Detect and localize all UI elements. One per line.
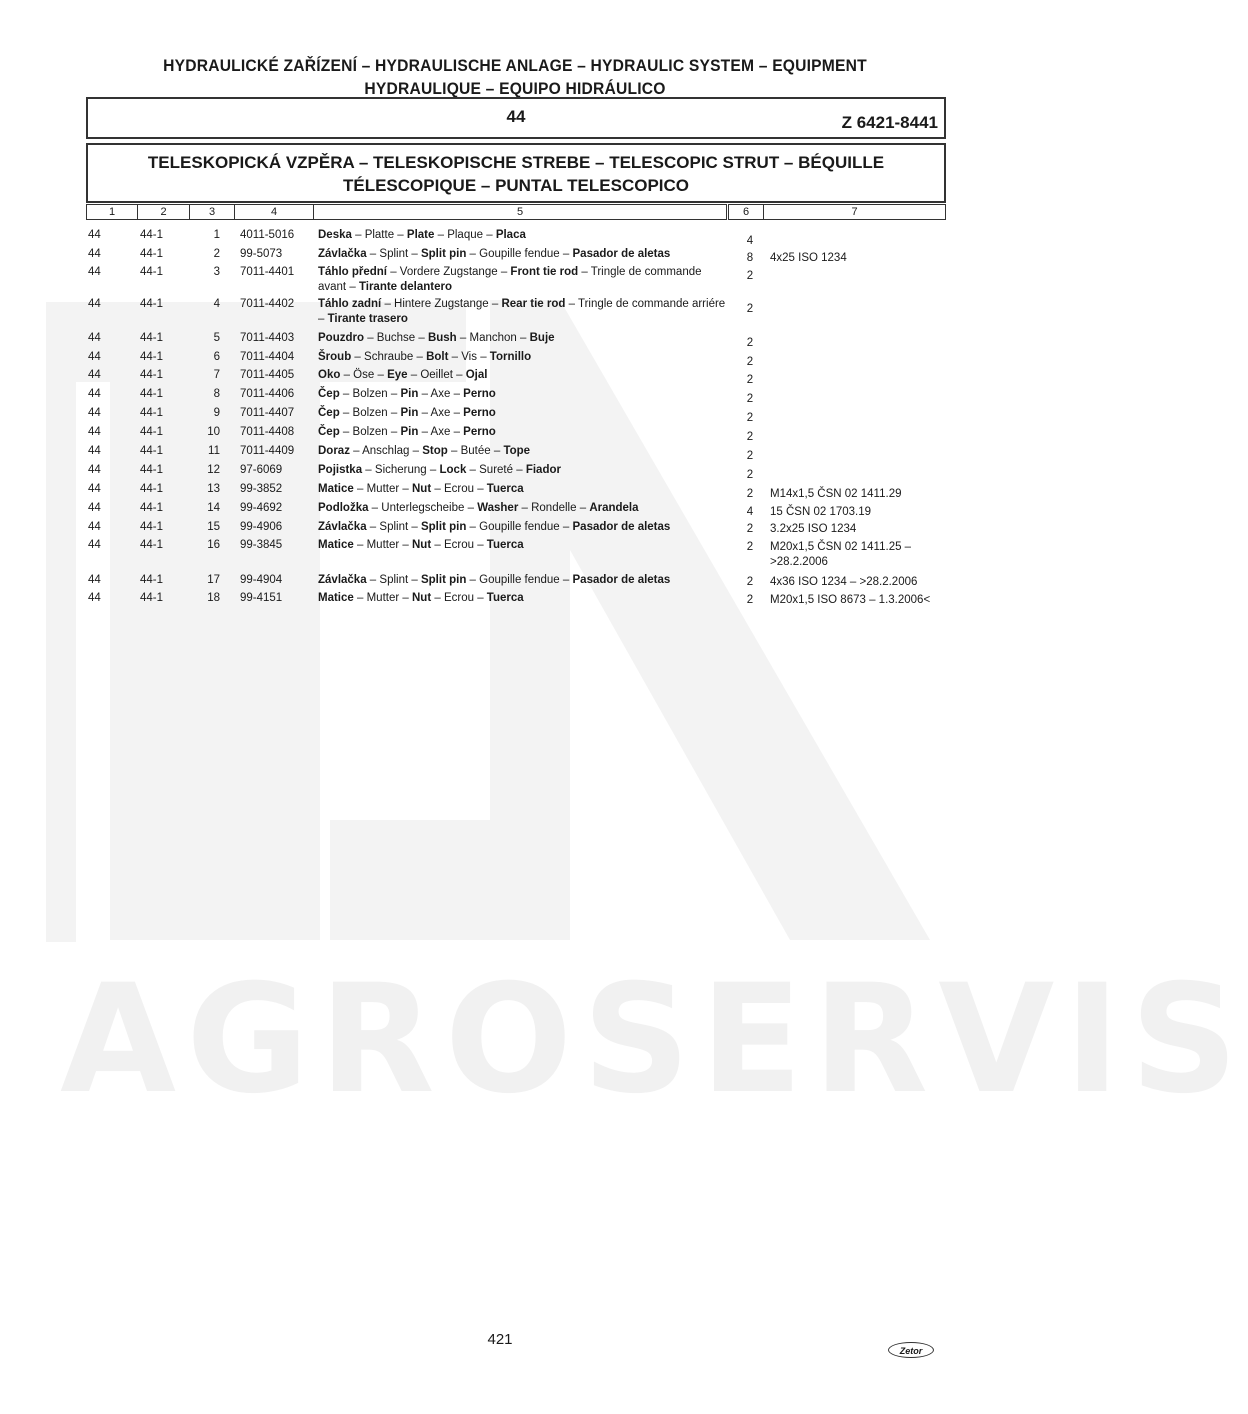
row-part-number: 99-5073 [240, 248, 283, 260]
row-position: 9 [213, 407, 220, 419]
row-position: 10 [207, 426, 220, 438]
row-description: Oko – Öse – Eye – Oeillet – Ojal [318, 369, 488, 381]
description-en: Bolt [426, 351, 449, 363]
row-position: 7 [213, 369, 220, 381]
row-description: Čep – Bolzen – Pin – Axe – Perno [318, 426, 496, 438]
description-es: Pasador de aletas [572, 248, 671, 260]
description-es: Tirante delantero [358, 281, 453, 293]
row-position: 12 [207, 464, 220, 476]
description-en: Nut [411, 483, 432, 495]
description-cz: Čep [318, 426, 340, 438]
description-en: Eye [387, 369, 408, 381]
row-subgroup: 44-1 [140, 407, 164, 419]
row-group: 44 [88, 483, 101, 495]
description-fr: Ecrou [443, 539, 474, 551]
description-de: Bolzen [352, 388, 388, 400]
row-description: Čep – Bolzen – Pin – Axe – Perno [318, 388, 496, 400]
row-description: Čep – Bolzen – Pin – Axe – Perno [318, 407, 496, 419]
row-description: Závlačka – Splint – Split pin – Goupille fendue – Pasador de aletas [318, 521, 671, 533]
row-subgroup: 44-1 [140, 464, 164, 476]
description-de: Unterlegscheibe [381, 502, 465, 514]
description-fr: Butée [460, 445, 491, 457]
row-subgroup: 44-1 [140, 229, 164, 241]
row-part-number: 7011-4409 [240, 445, 295, 457]
description-cz: Čep [318, 407, 340, 419]
description-cz: Matice [318, 592, 354, 604]
row-quantity: 2 [746, 523, 754, 535]
description-es: Buje [529, 332, 555, 344]
row-part-number: 7011-4408 [240, 426, 295, 438]
group-number: 44 [506, 107, 526, 126]
description-en: Split pin [420, 521, 467, 533]
description-de: Bolzen [352, 407, 388, 419]
description-de: Splint [379, 521, 409, 533]
page-title [133, 54, 897, 100]
subgroup-title-line1: TELESKOPICKÁ VZPĚRA – TELESKOPISCHE STREBE – TELESCOPIC STRUT – BÉQUILLE [147, 153, 885, 172]
description-de: Sicherung [374, 464, 427, 476]
row-part-number: 99-4151 [240, 592, 283, 604]
row-subgroup: 44-1 [140, 426, 164, 438]
description-cz: Táhlo zadní [318, 298, 382, 310]
description-fr: Axe [430, 407, 451, 419]
row-group: 44 [88, 298, 101, 310]
row-part-number: 99-4906 [240, 521, 283, 533]
row-position: 5 [213, 332, 220, 344]
row-position: 16 [207, 539, 220, 551]
row-part-number: 99-4692 [240, 502, 283, 514]
description-de: Öse [353, 369, 375, 381]
description-de: Mutter [366, 483, 400, 495]
row-position: 17 [207, 574, 220, 586]
row-description: Matice – Mutter – Nut – Ecrou – Tuerca [318, 539, 524, 551]
description-fr: Goupille fendue [479, 248, 560, 260]
column-header-3: 3 [189, 204, 235, 220]
description-es: Tuerca [486, 483, 524, 495]
column-header-6: 6 [728, 204, 764, 220]
description-fr: Rondelle [531, 502, 577, 514]
column-header-1: 1 [86, 204, 138, 220]
page-title-line2: HYDRAULIQUE – EQUIPO HIDRÁULICO [364, 79, 666, 98]
row-description: Matice – Mutter – Nut – Ecrou – Tuerca [318, 483, 524, 495]
description-cz: Oko [318, 369, 341, 381]
row-note: 4x25 ISO 1234 [770, 252, 847, 264]
description-en: Nut [411, 539, 432, 551]
row-group: 44 [88, 592, 101, 604]
row-quantity: 2 [746, 594, 754, 606]
row-subgroup: 44-1 [140, 351, 164, 363]
row-subgroup: 44-1 [140, 369, 164, 381]
row-part-number: 99-3852 [240, 483, 283, 495]
description-de: Mutter [366, 539, 400, 551]
row-group: 44 [88, 229, 101, 241]
description-fr: Plaque [447, 229, 484, 241]
row-subgroup: 44-1 [140, 445, 164, 457]
row-note: 4x36 ISO 1234 – >28.2.2006 [770, 576, 918, 588]
row-group: 44 [88, 332, 101, 344]
row-part-number: 4011-5016 [240, 229, 295, 241]
description-es: Perno [463, 426, 496, 438]
description-fr: Ecrou [443, 592, 474, 604]
row-quantity: 8 [746, 252, 754, 264]
subgroup-title-line2: TÉLESCOPIQUE – PUNTAL TELESCOPICO [342, 176, 690, 195]
description-de: Mutter [366, 592, 400, 604]
row-description: Táhlo přední – Vordere Zugstange – Front tie rod – Tringle de commande avant – Tirante delantero [318, 266, 702, 293]
row-position: 4 [213, 298, 220, 310]
description-fr: Axe [430, 388, 451, 400]
row-quantity: 2 [746, 431, 754, 443]
row-quantity: 2 [746, 270, 754, 282]
row-note: M14x1,5 ČSN 02 1411.29 [770, 488, 902, 500]
row-group: 44 [88, 388, 101, 400]
description-cz: Doraz [318, 445, 350, 457]
description-en: Pin [400, 426, 419, 438]
subgroup-title-box [86, 143, 946, 203]
row-quantity: 2 [746, 541, 754, 553]
row-part-number: 7011-4402 [240, 298, 295, 310]
row-position: 6 [213, 351, 220, 363]
description-es: Arandela [589, 502, 639, 514]
row-group: 44 [88, 351, 101, 363]
description-es: Tuerca [486, 539, 524, 551]
description-cz: Závlačka [318, 521, 367, 533]
row-quantity: 2 [746, 337, 754, 349]
row-subgroup: 44-1 [140, 332, 164, 344]
description-en: Rear tie rod [501, 298, 566, 310]
row-quantity: 2 [746, 469, 754, 481]
description-de: Anschlag [362, 445, 410, 457]
description-cz: Matice [318, 539, 354, 551]
description-es: Perno [463, 388, 496, 400]
row-subgroup: 44-1 [140, 298, 164, 310]
row-group: 44 [88, 502, 101, 514]
row-group: 44 [88, 539, 101, 551]
row-position: 3 [213, 266, 220, 278]
description-en: Pin [400, 388, 419, 400]
description-es: Tope [503, 445, 531, 457]
description-cz: Šroub [318, 351, 352, 363]
description-fr: Ecrou [443, 483, 474, 495]
row-group: 44 [88, 445, 101, 457]
description-fr: Vis [461, 351, 477, 363]
row-part-number: 99-4904 [240, 574, 283, 586]
row-group: 44 [88, 369, 101, 381]
description-cz: Čep [318, 388, 340, 400]
description-fr: Oeillet [420, 369, 453, 381]
row-description: Pojistka – Sicherung – Lock – Sureté – Fiador [318, 464, 561, 476]
description-en: Pin [400, 407, 419, 419]
row-quantity: 2 [746, 393, 754, 405]
row-subgroup: 44-1 [140, 539, 164, 551]
description-es: Tirante trasero [327, 313, 408, 325]
row-note: M20x1,5 ISO 8673 – 1.3.2006< [770, 594, 931, 606]
row-description: Matice – Mutter – Nut – Ecrou – Tuerca [318, 592, 524, 604]
description-cz: Závlačka [318, 248, 367, 260]
row-position: 18 [207, 592, 220, 604]
row-part-number: 7011-4404 [240, 351, 295, 363]
description-de: Bolzen [352, 426, 388, 438]
row-subgroup: 44-1 [140, 483, 164, 495]
row-subgroup: 44-1 [140, 592, 164, 604]
description-fr: Goupille fendue [479, 521, 560, 533]
description-cz: Deska [318, 229, 352, 241]
description-cz: Táhlo přední [318, 266, 387, 278]
row-note: 15 ČSN 02 1703.19 [770, 506, 872, 518]
description-de: Platte [364, 229, 395, 241]
row-subgroup: 44-1 [140, 502, 164, 514]
row-description: Závlačka – Splint – Split pin – Goupille fendue – Pasador de aletas [318, 248, 671, 260]
description-en: Stop [422, 445, 448, 457]
row-part-number: 99-3845 [240, 539, 283, 551]
watermark-text: AGROSERVIS [60, 953, 1248, 1127]
row-quantity: 2 [746, 576, 754, 588]
description-en: Split pin [420, 248, 467, 260]
row-quantity: 2 [746, 450, 754, 462]
group-header-box [86, 97, 946, 139]
description-es: Fiador [525, 464, 561, 476]
column-header-7: 7 [763, 204, 946, 220]
description-es: Tuerca [486, 592, 524, 604]
row-quantity: 4 [746, 506, 754, 518]
row-group: 44 [88, 426, 101, 438]
description-en: Plate [406, 229, 435, 241]
row-quantity: 4 [746, 235, 754, 247]
row-subgroup: 44-1 [140, 266, 164, 278]
column-header-5: 5 [313, 204, 727, 220]
row-position: 11 [208, 445, 220, 457]
description-en: Lock [439, 464, 467, 476]
description-fr: Axe [430, 426, 451, 438]
description-de: Schraube [364, 351, 414, 363]
description-de: Splint [379, 574, 409, 586]
page-number: 421 [487, 1331, 513, 1348]
row-position: 15 [207, 521, 220, 533]
row-quantity: 2 [746, 374, 754, 386]
row-quantity: 2 [746, 412, 754, 424]
row-group: 44 [88, 521, 101, 533]
row-group: 44 [88, 574, 101, 586]
row-position: 1 [213, 229, 220, 241]
description-de: Buchse [376, 332, 416, 344]
row-description: Doraz – Anschlag – Stop – Butée – Tope [318, 445, 531, 457]
description-cz: Podložka [318, 502, 369, 514]
row-description: Podložka – Unterlegscheibe – Washer – Rondelle – Arandela [318, 502, 639, 514]
description-de: Splint [379, 248, 409, 260]
subgroup-title [108, 151, 924, 197]
description-de: Hintere Zugstange [394, 298, 489, 310]
description-en: Split pin [420, 574, 467, 586]
group-code: Z 6421-8441 [841, 113, 938, 132]
row-subgroup: 44-1 [140, 521, 164, 533]
row-part-number: 7011-4401 [240, 266, 295, 278]
row-part-number: 7011-4403 [240, 332, 295, 344]
row-note: M20x1,5 ČSN 02 1411.25 – >28.2.2006 [770, 541, 912, 568]
row-subgroup: 44-1 [140, 388, 164, 400]
row-description: Deska – Platte – Plate – Plaque – Placa [318, 229, 526, 241]
description-en: Bush [427, 332, 457, 344]
row-group: 44 [88, 248, 101, 260]
row-quantity: 2 [746, 303, 754, 315]
description-en: Nut [411, 592, 432, 604]
description-es: Pasador de aletas [572, 574, 671, 586]
description-fr: Sureté [479, 464, 514, 476]
row-description: Táhlo zadní – Hintere Zugstange – Rear tie rod – Tringle de commande arriére – Tirante trasero [318, 298, 726, 325]
page-title-line1: HYDRAULICKÉ ZAŘÍZENÍ – HYDRAULISCHE ANLAGE – HYDRAULIC SYSTEM – EQUIPMENT [163, 56, 867, 75]
row-position: 14 [207, 502, 220, 514]
row-group: 44 [88, 464, 101, 476]
row-position: 2 [213, 248, 220, 260]
description-fr: Tringle de commande arriére [577, 298, 726, 310]
row-subgroup: 44-1 [140, 574, 164, 586]
description-en: Washer [477, 502, 519, 514]
description-de: Vordere Zugstange [399, 266, 498, 278]
row-description: Pouzdro – Buchse – Bush – Manchon – Buje [318, 332, 555, 344]
row-description: Závlačka – Splint – Split pin – Goupille fendue – Pasador de aletas [318, 574, 671, 586]
row-position: 8 [213, 388, 220, 400]
column-header-4: 4 [234, 204, 314, 220]
row-position: 13 [207, 483, 220, 495]
description-fr: Manchon [469, 332, 517, 344]
row-group: 44 [88, 266, 101, 278]
description-fr: Goupille fendue [479, 574, 560, 586]
row-part-number: 7011-4405 [240, 369, 295, 381]
description-es: Ojal [465, 369, 488, 381]
row-quantity: 2 [746, 356, 754, 368]
row-quantity: 2 [746, 488, 754, 500]
row-part-number: 7011-4406 [240, 388, 295, 400]
zetor-logo: Zetor [888, 1342, 934, 1358]
description-es: Pasador de aletas [572, 521, 671, 533]
row-part-number: 97-6069 [240, 464, 283, 476]
row-note: 3.2x25 ISO 1234 [770, 523, 857, 535]
column-header-2: 2 [137, 204, 190, 220]
description-es: Tornillo [489, 351, 532, 363]
description-es: Placa [495, 229, 526, 241]
description-es: Perno [463, 407, 496, 419]
description-cz: Závlačka [318, 574, 367, 586]
description-cz: Matice [318, 483, 354, 495]
description-cz: Pouzdro [318, 332, 364, 344]
row-subgroup: 44-1 [140, 248, 164, 260]
description-cz: Pojistka [318, 464, 363, 476]
row-group: 44 [88, 407, 101, 419]
description-en: Front tie rod [510, 266, 579, 278]
description-fr: Tringle de commande avant [318, 266, 702, 293]
row-description: Šroub – Schraube – Bolt – Vis – Tornillo [318, 351, 532, 363]
row-part-number: 7011-4407 [240, 407, 295, 419]
